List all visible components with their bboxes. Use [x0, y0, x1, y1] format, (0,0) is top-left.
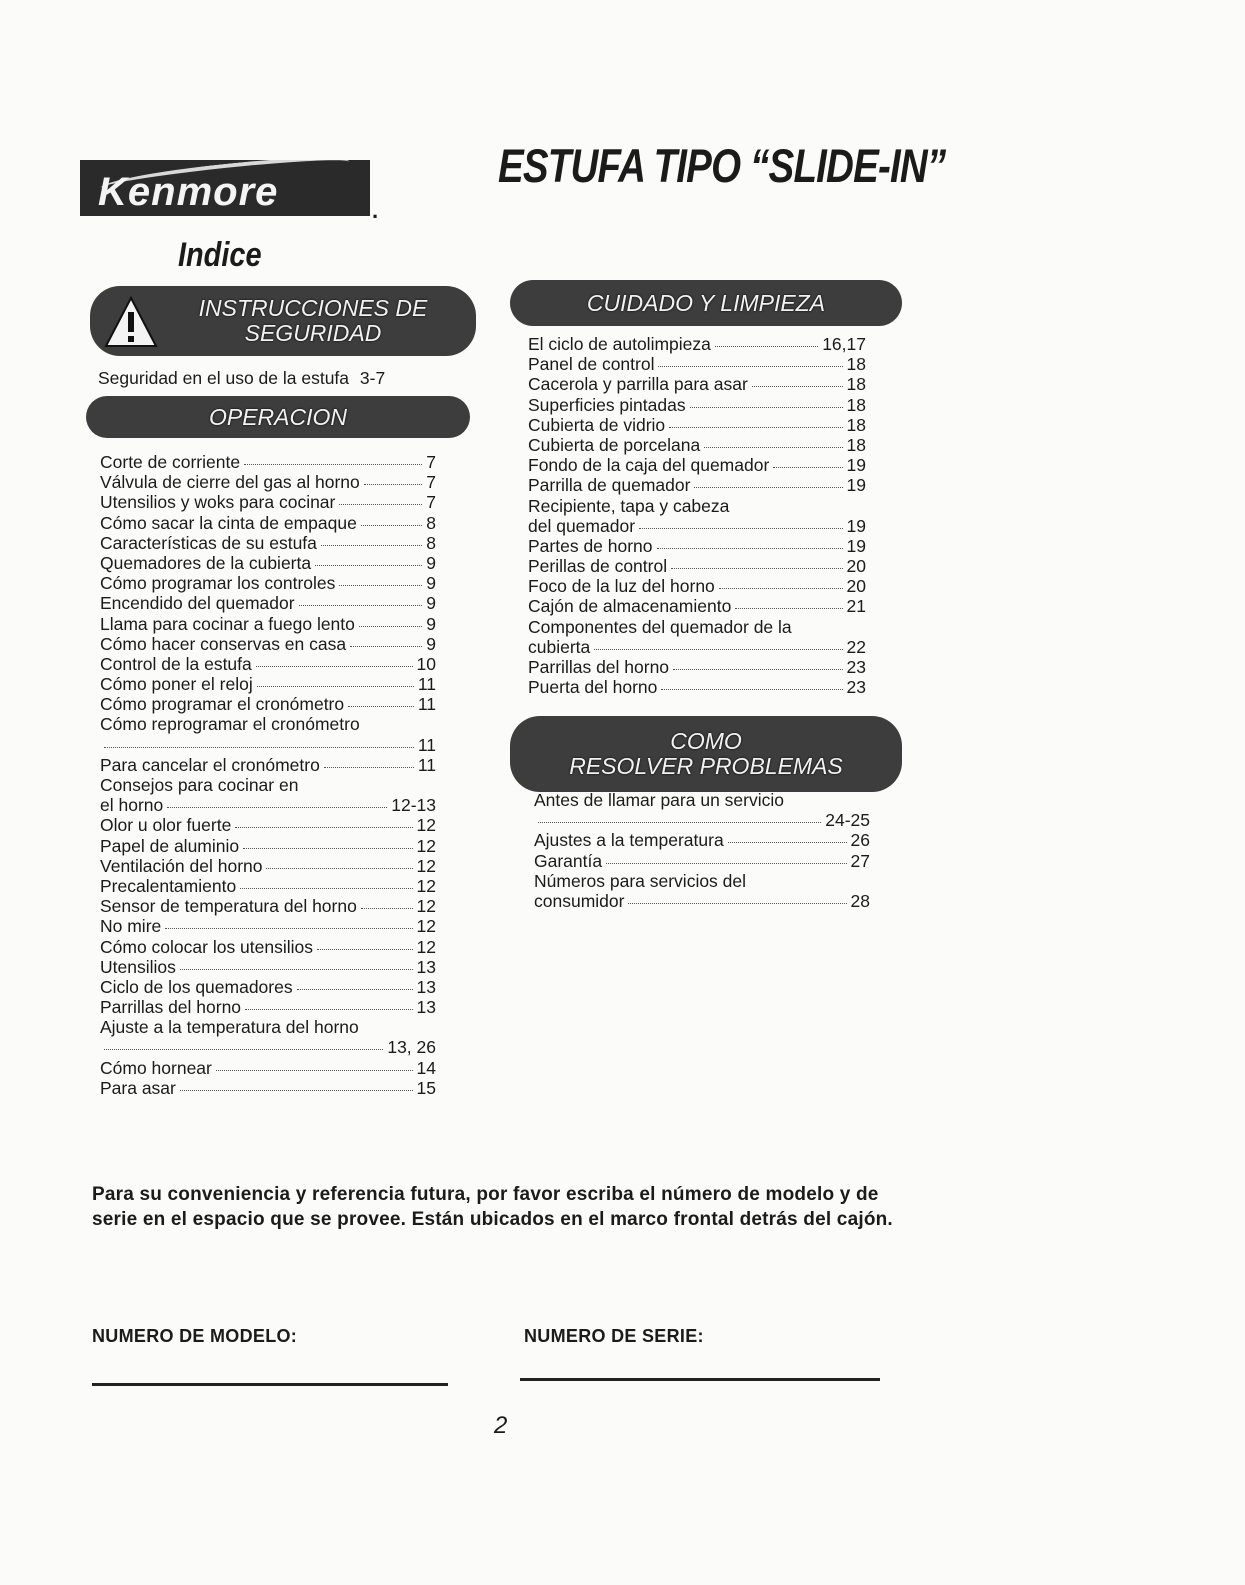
- list-item-seguridad: [98, 368, 385, 389]
- toc-item-label: El ciclo de autolimpieza: [528, 334, 711, 354]
- toc-item-label: consumidor: [534, 890, 625, 911]
- dot-leader: [299, 605, 423, 606]
- toc-item: [100, 775, 436, 795]
- toc-item: [100, 735, 436, 755]
- dot-leader: [104, 1049, 383, 1050]
- dot-leader: [669, 427, 842, 428]
- toc-item-label: Cómo hacer conservas en casa: [100, 633, 347, 654]
- toc-item-label: Superficies pintadas: [528, 394, 686, 415]
- toc-item-label: Cómo reprogramar el cronómetro: [100, 714, 360, 735]
- dot-leader: [235, 827, 412, 828]
- toc-item-label: Cubierta de porcelana: [528, 434, 701, 455]
- toc-item-page: 20: [846, 576, 866, 597]
- toc-item-label: Control de la estufa: [100, 653, 252, 674]
- toc-item: [100, 714, 436, 734]
- toc-item-page: 12: [416, 916, 436, 937]
- dot-leader: [719, 588, 843, 589]
- dot-leader: [538, 822, 821, 823]
- toc-item: [100, 614, 436, 634]
- dot-leader: [364, 484, 423, 485]
- toc-item-page: 7: [426, 452, 436, 472]
- serial-number-write-line: [520, 1378, 880, 1381]
- toc-item-page: 11: [417, 674, 436, 695]
- logo-text: Kenmore: [98, 170, 279, 214]
- toc-item: [100, 472, 436, 492]
- toc-item-page: 13: [416, 976, 436, 997]
- toc-item-page: 9: [426, 573, 436, 594]
- toc-item-label: Características de su estufa: [100, 532, 317, 553]
- dot-leader: [661, 689, 842, 690]
- toc-item: [100, 452, 436, 472]
- dot-leader: [104, 747, 414, 748]
- dot-leader: [256, 666, 413, 667]
- dot-leader: [694, 487, 842, 488]
- toc-item-page: 15: [416, 1077, 436, 1098]
- toc-item-label: Foco de la luz del horno: [528, 576, 715, 597]
- toc-item: [100, 533, 436, 553]
- toc-item-page: 8: [426, 532, 436, 553]
- toc-item: [528, 617, 866, 637]
- toc-item: [528, 496, 866, 516]
- dot-leader: [361, 525, 422, 526]
- toc-item-label: Consejos para cocinar en: [100, 775, 299, 795]
- toc-item-page: 13: [416, 997, 436, 1018]
- toc-item-label: Ventilación del horno: [100, 855, 263, 876]
- dot-leader: [704, 447, 842, 448]
- toc-item-page: 18: [846, 354, 866, 375]
- logo-registered-dot: .: [372, 198, 379, 223]
- serial-number-label: NUMERO DE SERIE:: [524, 1326, 704, 1346]
- dot-leader: [180, 969, 413, 970]
- dot-leader: [752, 386, 843, 387]
- toc-item: [100, 755, 436, 775]
- dot-leader: [167, 807, 387, 808]
- toc-item-label: Quemadores de la cubierta: [100, 552, 312, 573]
- dot-leader: [216, 1070, 413, 1071]
- toc-item: [528, 334, 866, 354]
- toc-item: [528, 677, 866, 697]
- dot-leader: [339, 504, 422, 505]
- section-banner-cuidado: [510, 280, 902, 326]
- toc-item: [100, 654, 436, 674]
- toc-item-page: 19: [846, 515, 866, 536]
- toc-item-page: 9: [426, 552, 436, 573]
- toc-item-page: 18: [846, 414, 866, 435]
- toc-item: [100, 573, 436, 593]
- toc-item-page: 9: [426, 613, 436, 634]
- toc-item-label: Ajustes a la temperatura: [534, 830, 724, 851]
- toc-item-page: 24-25: [825, 810, 870, 831]
- toc-item: [100, 1037, 436, 1057]
- toc-item-label: del quemador: [528, 515, 636, 536]
- dot-leader: [673, 669, 842, 670]
- toc-item: [528, 455, 866, 475]
- footer-note: Para su conveniencia y referencia futura, por favor escriba el número de modelo y de serie en el espacio que se provee. Están ubicados en el marco frontal detrás del cajón.: [92, 1184, 893, 1230]
- toc-item: [528, 576, 866, 596]
- toc-item: [100, 977, 436, 997]
- toc-item: [534, 891, 870, 911]
- dot-leader: [639, 528, 843, 529]
- toc-item: [528, 596, 866, 616]
- toc-item-page: 12: [416, 896, 436, 917]
- toc-item-page: 12-13: [391, 795, 436, 816]
- dot-leader: [240, 888, 412, 889]
- dot-leader: [315, 565, 422, 566]
- toc-item: [528, 516, 866, 536]
- toc-item-label: Partes de horno: [528, 535, 653, 556]
- toc-item-page: 23: [846, 677, 866, 698]
- toc-item-label: Llama para cocinar a fuego lento: [100, 613, 355, 634]
- toc-item-label: Utensilios: [100, 956, 176, 977]
- toc-item-label: No mire: [100, 916, 162, 937]
- model-number-write-line: [92, 1383, 448, 1386]
- toc-item-label: Papel de aluminio: [100, 835, 240, 856]
- toc-item: [534, 810, 870, 830]
- toc-item: [100, 795, 436, 815]
- dot-leader: [243, 848, 412, 849]
- toc-item-page: 7: [426, 492, 436, 513]
- toc-item: [528, 374, 866, 394]
- banner-title-line1: INSTRUCCIONES DE: [198, 295, 428, 321]
- toc-item-page: 12: [416, 855, 436, 876]
- toc-item: [100, 553, 436, 573]
- dot-leader: [321, 545, 422, 546]
- toc-item-label: Cubierta de vidrio: [528, 414, 666, 435]
- toc-item: [528, 556, 866, 576]
- toc-item-label: Cómo programar el cronómetro: [100, 694, 345, 715]
- toc-item: [534, 830, 870, 850]
- toc-item-label: Ciclo de los quemadores: [100, 976, 293, 997]
- toc-item: [100, 856, 436, 876]
- toc-item-label: Parrillas del horno: [100, 997, 242, 1018]
- toc-item: [528, 354, 866, 374]
- toc-item-label: Garantía: [534, 850, 603, 871]
- toc-item-page: 11: [417, 754, 436, 775]
- dot-leader: [317, 949, 413, 950]
- toc-item-label: Corte de corriente: [100, 452, 241, 472]
- toc-item-page: 19: [846, 535, 866, 556]
- toc-item-label: Cómo hornear: [100, 1057, 212, 1078]
- dot-leader: [657, 548, 843, 549]
- toc-item-page: 12: [416, 815, 436, 836]
- toc-item: [528, 536, 866, 556]
- toc-item-label: Parrillas del horno: [528, 657, 670, 677]
- dot-leader: [244, 464, 422, 465]
- toc-item-label: Para asar: [100, 1077, 176, 1098]
- toc-item: [528, 435, 866, 455]
- toc-item-label: Cacerola y parrilla para asar: [528, 374, 748, 395]
- toc-item: [534, 851, 870, 871]
- toc-item: [528, 637, 866, 657]
- dot-leader: [658, 366, 842, 367]
- toc-item-page: 8: [426, 512, 436, 533]
- dot-leader: [361, 908, 413, 909]
- dot-leader: [728, 842, 847, 843]
- toc-item-label: Válvula de cierre del gas al horno: [100, 472, 360, 493]
- toc-item-page: 12: [416, 835, 436, 856]
- toc-item-page: 22: [846, 636, 866, 657]
- toc-item-page: 27: [850, 850, 870, 871]
- toc-item: [528, 415, 866, 435]
- index-heading: Indice: [178, 236, 262, 274]
- toc-item: [100, 1017, 436, 1037]
- dot-leader: [359, 626, 422, 627]
- toc-item-page: 11: [417, 694, 436, 715]
- item-page: 3-7: [359, 368, 386, 388]
- toc-item: [100, 1078, 436, 1098]
- toc-item-page: 19: [846, 475, 866, 496]
- toc-item: [100, 836, 436, 856]
- toc-item: [100, 876, 436, 896]
- dot-leader: [773, 467, 842, 468]
- toc-item-label: Puerta del horno: [528, 677, 658, 698]
- warning-triangle-icon: [104, 296, 158, 348]
- banner-title: OPERACION: [208, 403, 348, 430]
- toc-item-label: Recipiente, tapa y cabeza: [528, 495, 730, 516]
- toc-item: [100, 593, 436, 613]
- dot-leader: [350, 646, 422, 647]
- toc-item-label: Utensilios y woks para cocinar: [100, 492, 336, 513]
- toc-item-page: 18: [846, 374, 866, 395]
- toc-item-page: 13, 26: [387, 1037, 436, 1058]
- toc-item: [100, 937, 436, 957]
- toc-list-operacion: [100, 452, 436, 1098]
- toc-item: [100, 916, 436, 936]
- toc-item: [100, 896, 436, 916]
- dot-leader: [606, 863, 846, 864]
- toc-item: [100, 997, 436, 1017]
- toc-item-label: Perillas de control: [528, 556, 668, 577]
- section-banner-operacion: [86, 396, 470, 438]
- dot-leader: [594, 649, 842, 650]
- toc-item-page: 10: [416, 653, 436, 674]
- dot-leader: [690, 407, 843, 408]
- toc-item-label: Cómo sacar la cinta de empaque: [100, 512, 357, 533]
- dot-leader: [297, 989, 413, 990]
- banner-title-line2: SEGURIDAD: [244, 320, 382, 346]
- toc-item-label: Fondo de la caja del quemador: [528, 455, 770, 476]
- toc-item: [100, 674, 436, 694]
- toc-item-label: Precalentamiento: [100, 875, 237, 896]
- item-label: Seguridad en el uso de la estufa: [98, 368, 350, 388]
- banner-title: CUIDADO Y LIMPIEZA: [586, 289, 826, 316]
- toc-item-page: 26: [850, 830, 870, 851]
- toc-item-page: 11: [417, 734, 436, 755]
- toc-item-label: Cómo programar los controles: [100, 573, 336, 594]
- toc-item-label: cubierta: [528, 636, 591, 657]
- kenmore-logo: [80, 160, 370, 216]
- dot-leader: [348, 706, 414, 707]
- toc-item-page: 19: [846, 455, 866, 476]
- dot-leader: [715, 346, 818, 347]
- section-banner-problemas: [510, 716, 902, 792]
- dot-leader: [180, 1090, 413, 1091]
- toc-item-label: Cómo colocar los utensilios: [100, 936, 314, 957]
- toc-item-label: Panel de control: [528, 354, 655, 375]
- toc-item: [528, 657, 866, 677]
- toc-item: [100, 957, 436, 977]
- dot-leader: [339, 585, 422, 586]
- toc-item-page: 12: [416, 936, 436, 957]
- page-number: 2: [494, 1412, 508, 1439]
- dot-leader: [735, 608, 842, 609]
- dot-leader: [245, 1009, 412, 1010]
- toc-item-label: Números para servicios del: [534, 870, 747, 891]
- toc-item-page: 16,17: [822, 334, 866, 354]
- toc-item: [100, 815, 436, 835]
- toc-item-label: Antes de llamar para un servicio: [534, 790, 784, 810]
- toc-item: [100, 492, 436, 512]
- toc-item-label: Ajuste a la temperatura del horno: [100, 1017, 359, 1038]
- toc-item: [528, 395, 866, 415]
- toc-item-page: 21: [846, 596, 866, 617]
- toc-item-page: 23: [846, 657, 866, 677]
- toc-item-page: 13: [416, 956, 436, 977]
- dot-leader: [165, 928, 412, 929]
- toc-item-page: 14: [416, 1057, 436, 1078]
- toc-item-label: el horno: [100, 795, 164, 816]
- banner-title-line2: RESOLVER PROBLEMAS: [569, 753, 843, 779]
- dot-leader: [324, 767, 414, 768]
- toc-item-label: Parrilla de quemador: [528, 475, 691, 496]
- toc-item: [100, 694, 436, 714]
- toc-item-label: Cajón de almacenamiento: [528, 596, 732, 617]
- toc-item-page: 9: [426, 633, 436, 654]
- toc-item-label: Sensor de temperatura del horno: [100, 896, 357, 917]
- toc-item: [100, 1058, 436, 1078]
- toc-item-label: Olor u olor fuerte: [100, 815, 232, 836]
- toc-item: [100, 634, 436, 654]
- toc-item-label: Para cancelar el cronómetro: [100, 754, 320, 775]
- toc-item: [534, 871, 870, 891]
- toc-item-page: 18: [846, 394, 866, 415]
- model-number-label: NUMERO DE MODELO:: [92, 1326, 298, 1346]
- banner-title-line1: COMO: [670, 728, 742, 754]
- toc-list-problemas: [534, 790, 870, 911]
- toc-item-page: 7: [426, 472, 436, 493]
- toc-item-page: 9: [426, 593, 436, 614]
- dot-leader: [257, 686, 414, 687]
- toc-item-label: Encendido del quemador: [100, 593, 295, 614]
- toc-item-page: 28: [850, 890, 870, 911]
- toc-item-label: Cómo poner el reloj: [100, 674, 253, 695]
- toc-item-page: 12: [416, 875, 436, 896]
- toc-item: [100, 513, 436, 533]
- dot-leader: [671, 568, 842, 569]
- dot-leader: [266, 868, 412, 869]
- toc-item-page: 20: [846, 556, 866, 577]
- document-title: ESTUFA TIPO “SLIDE-IN”: [498, 139, 946, 192]
- dot-leader: [628, 903, 846, 904]
- toc-item-page: 18: [846, 434, 866, 455]
- toc-item: [528, 475, 866, 495]
- toc-item-label: Componentes del quemador de la: [528, 616, 792, 637]
- toc-item: [534, 790, 870, 810]
- toc-list-cuidado: [528, 334, 866, 697]
